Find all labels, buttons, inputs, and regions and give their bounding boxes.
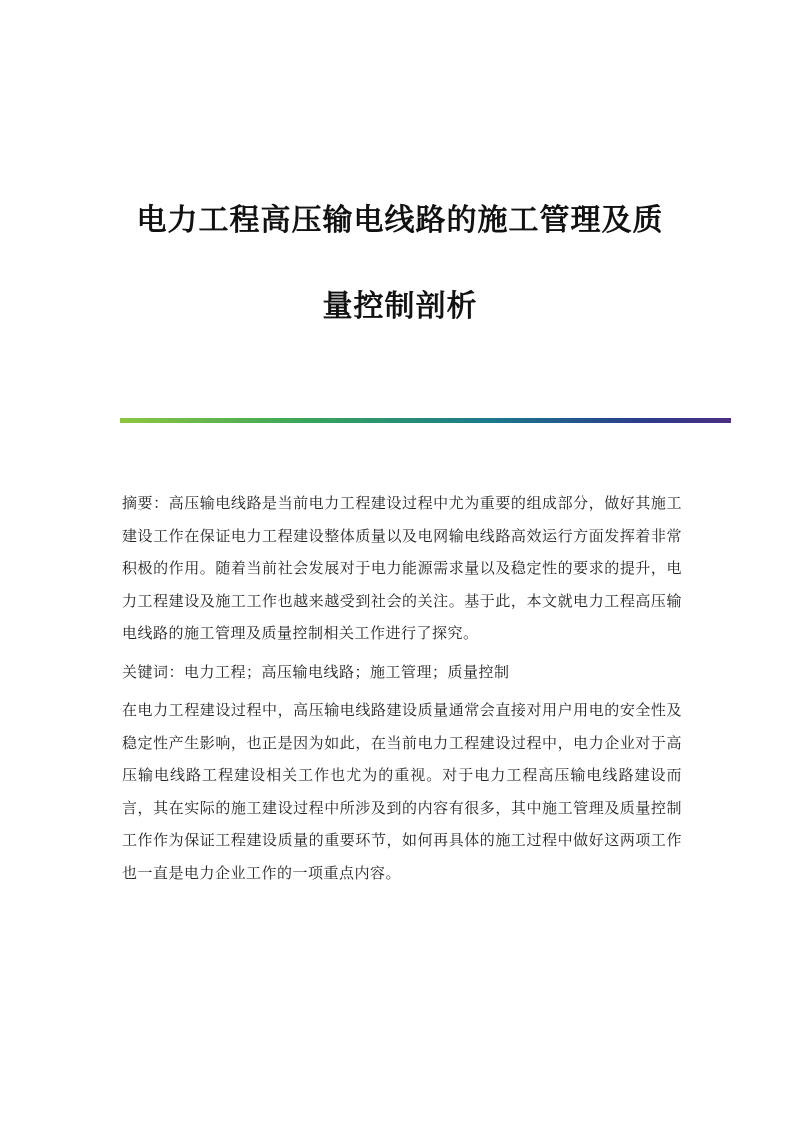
abstract-paragraph: 摘要：高压输电线路是当前电力工程建设过程中尤为重要的组成部分，做好其施工建设工作在保证电力工程建设整体质量以及电网输电线路高效运行方面发挥着非常积极的作用。随着当前社会发展对于电力能源需求量以及稳定性的要求的提升，电力工程建设及施工工作也越来越受到社会的关注。基于此，本文就电力工程高压输电线路的施工管理及质量控制相关工作进行了探究。 <box>122 494 682 642</box>
title-line-2: 量控制剖析 <box>322 289 478 324</box>
title-line-1: 电力工程高压输电线路的施工管理及质 <box>136 203 664 238</box>
document-title <box>0 178 800 350</box>
body-paragraph: 在电力工程建设过程中，高压输电线路建设质量通常会直接对用户用电的安全性及稳定性产生影响，也正是因为如此，在当前电力工程建设过程中，电力企业对于高压输电线路工程建设相关工作也尤为的重视。对于电力工程高压输电线路建设而言，其在实际的施工建设过程中所涉及到的内容有很多，其中施工管理及质量控制工作作为保证工程建设质量的重要环节，如何再具体的施工过程中做好这两项工作也一直是电力企业工作的一项重点内容。 <box>122 701 682 882</box>
gradient-divider <box>120 418 731 423</box>
keywords-line: 关键词：电力工程；高压输电线路；施工管理；质量控制 <box>122 662 510 681</box>
document-body <box>122 487 682 895</box>
